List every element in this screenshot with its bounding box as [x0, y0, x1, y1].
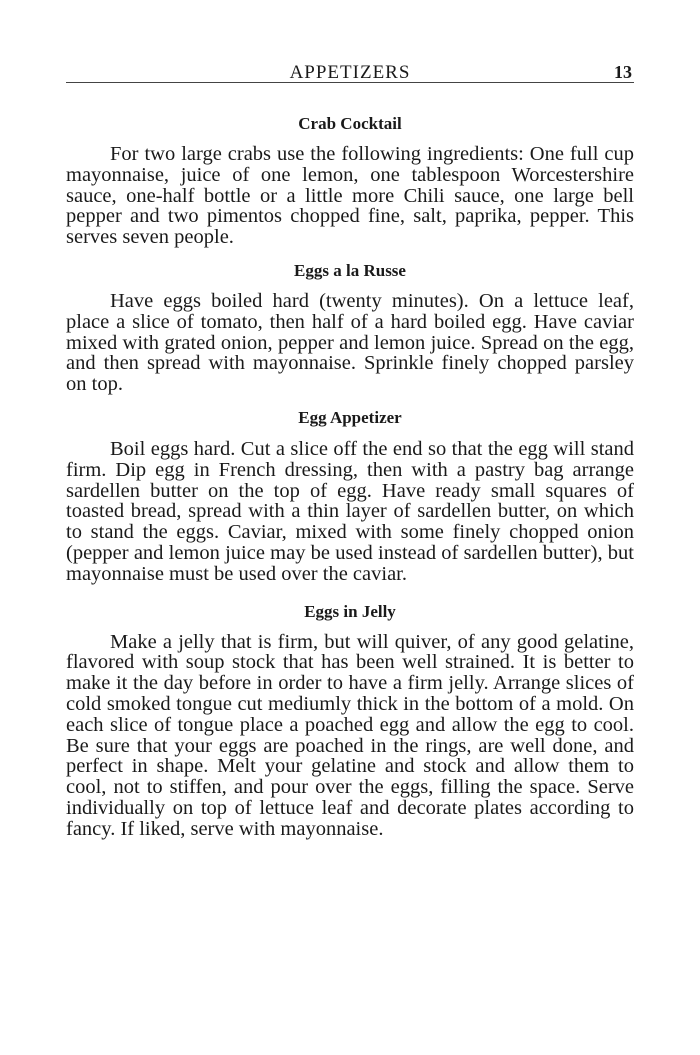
recipe-title-eggs-a-la-russe: Eggs a la Russe — [294, 260, 406, 280]
recipe-title-crab-cocktail: Crab Cocktail — [298, 114, 402, 133]
recipe-body-eggs-in-jelly: Make a jelly that is firm, but will quiver, of any good gelatine, flavored with soup stock that has been well strained. It is better to make it the day before in order to have a firm jelly. Arrange slices of cold smoked tongue cut mediumly thick in the bottom of a mold. On each slice of tongue place a poached egg and allow the egg to cool. Be sure that your eggs are poached in the rings, are well done, and perfect in shape. Melt your gelatine and stock and allow them to cool, not to stiffen, and pour over the eggs, filling the space. Serve individually on top of lettuce leaf and decorate plates according to fancy. If liked, serve with mayonnaise. — [66, 630, 634, 840]
recipe-body-crab-cocktail: For two large crabs use the following ingredients: One full cup mayonnaise, juice of one lemon, one tablespoon Worcestershire sauce, one-half bottle or a little more Chili sauce, one large bell pepper and two pimentos chopped fine, salt, paprika, pepper. This serves seven people. — [66, 143, 634, 249]
recipe-title-egg-appetizer: Egg Appetizer — [298, 407, 402, 427]
book-page — [66, 58, 634, 840]
running-header — [66, 58, 634, 83]
page-number: 13 — [614, 62, 632, 82]
recipe-title-eggs-in-jelly: Eggs in Jelly — [304, 601, 396, 621]
chapter-title: APPETIZERS — [289, 62, 411, 83]
recipe-body-eggs-a-la-russe: Have eggs boiled hard (twenty minutes). On a lettuce leaf, place a slice of tomato, then half of a hard boiled egg. Have caviar mixed with grated onion, pepper and lemon juice. Spread on the egg, and then spread with mayonnaise. Sprinkle finely chopped parsley on top. — [66, 289, 634, 396]
recipe-body-egg-appetizer: Boil eggs hard. Cut a slice off the end so that the egg will stand firm. Dip egg in French dressing, then with a pastry bag arrange sardellen butter on the top of egg. Have ready small squares of toasted bread, spread with a thin layer of sardellen butter, on which to stand the eggs. Caviar, mixed with some finely chopped onion (pepper and lemon juice may be used instead of sardellen butter), but mayonnaise must be used over the caviar. — [66, 437, 634, 585]
